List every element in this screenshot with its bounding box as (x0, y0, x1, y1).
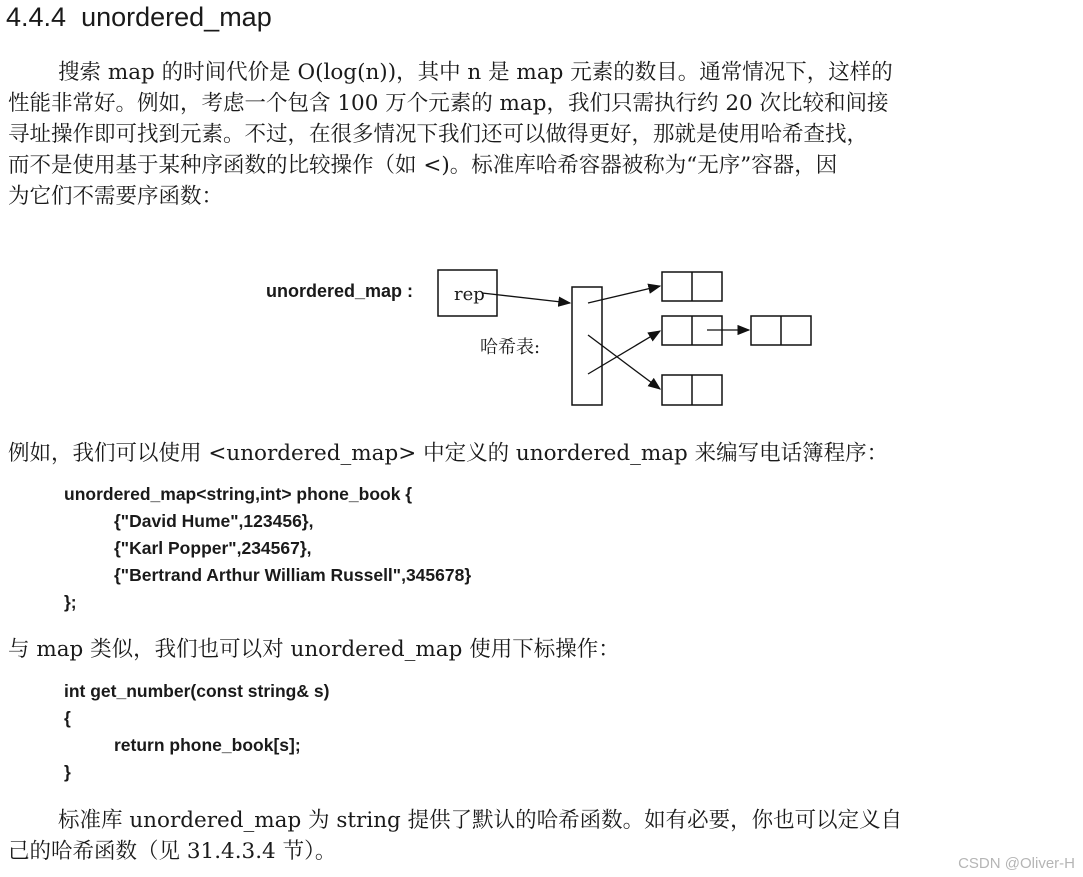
paragraph-line: 标准库 unordered_map 为 string 提供了默认的哈希函数。如有必要，你也可以定义自 (58, 808, 903, 833)
paragraph-line: 性能非常好。例如，考虑一个包含 100 万个元素的 map，我们只需执行约 20 次比较和间接 (8, 91, 889, 116)
paragraph-line: 例如，我们可以使用 <unordered_map> 中定义的 unordered_map 来编写电话簿程序： (8, 441, 889, 466)
paragraph-line: 而不是使用基于某种序函数的比较操作（如 <)。标准库哈希容器被称为“无序”容器，因 (8, 153, 838, 178)
watermark: CSDN @Oliver-H (958, 855, 1075, 872)
code-line: } (64, 762, 71, 782)
paragraph-line: 己的哈希函数（见 31.4.3.4 节）。 (8, 839, 337, 864)
bucket-arrow-3 (588, 335, 660, 389)
bucket-arrow-2 (588, 331, 660, 374)
paragraph-line: 与 map 类似，我们也可以对 unordered_map 使用下标操作： (8, 637, 620, 662)
rep-arrow (482, 293, 570, 303)
section-heading (6, 2, 272, 33)
code-line: {"David Hume",123456}, (114, 511, 314, 531)
bucket-arrow-1 (588, 286, 660, 303)
node-4 (662, 375, 722, 405)
section-number: 4.4.4 (6, 2, 67, 32)
node-1 (662, 272, 722, 301)
code-line: {"Karl Popper",234567}, (114, 538, 312, 558)
code-line: unordered_map<string,int> phone_book { (64, 484, 413, 504)
code-block-phone-book (64, 481, 471, 616)
node-3 (751, 316, 811, 345)
code-line: int get_number(const string& s) (64, 681, 330, 701)
paragraph-line: 寻址操作即可找到元素。不过，在很多情况下我们还可以做得更好，那就是使用哈希查找， (8, 122, 869, 147)
code-line: {"Bertrand Arthur William Russell",345678} (114, 565, 472, 585)
diagram-graphics (0, 262, 1083, 412)
hash-table-box (572, 287, 602, 405)
intro-paragraph (8, 57, 1070, 212)
hash-table-diagram (0, 262, 1083, 412)
section-title: unordered_map (81, 2, 272, 32)
code-block-get-number (64, 678, 329, 786)
subscript-paragraph (8, 634, 1070, 665)
rep-box (438, 270, 497, 316)
code-line: return phone_book[s]; (114, 735, 301, 755)
code-line: }; (64, 592, 77, 612)
rep-label: rep (454, 284, 485, 305)
paragraph-line: 搜索 map 的时间代价是 O(log(n))，其中 n 是 map 元素的数目。通常情况下，这样的 (58, 60, 893, 85)
example-paragraph (8, 438, 1070, 469)
code-line: { (64, 708, 71, 728)
paragraph-line: 为它们不需要序函数： (8, 184, 224, 209)
unordered-map-label: unordered_map : (266, 281, 414, 301)
hash-function-paragraph (8, 805, 1070, 867)
hash-table-label: 哈希表: (480, 337, 541, 358)
